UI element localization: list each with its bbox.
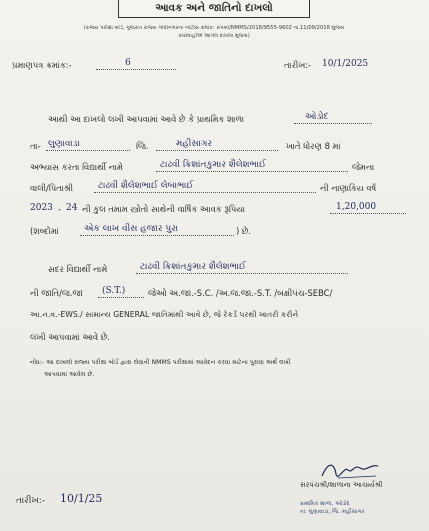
line3-text: અભ્યાસ કરતા વિદ્યાર્થી નામે [30,162,123,172]
income-words-value: એક લાખ વીસ હજાર પુરા [84,224,179,234]
student-name2-value: ટાઢવી ક્રિશાંતકુમાર શૈલેશભાઈ [140,262,246,272]
body-line-1 [0,112,429,126]
year-from-value: 2023 [30,203,53,213]
cert-number-value: 6 [125,58,131,68]
footer-date-label: તારીખ:- [16,496,46,506]
line10-text: લખી આપવામાં આવે છે. [30,332,110,342]
footer-date-value: 10/1/25 [60,492,103,505]
caste-value: (S.T.) [102,286,126,296]
year-to-value: 24 [66,203,78,213]
line5-text: ની કુલ તમામ સ્ત્રોતો સાથેની વાર્ષિક આવક રૂપિયા [82,204,246,214]
words-label: (શબ્દોમાં [30,226,59,236]
circular-reference-2: કાર્યવાહીએ આપેલ દાખલા મુજબ) [178,33,250,39]
line2-end: ખાતે ધોરણ 8 માં [286,141,341,151]
parent-name-value: ટાઢવી શૈલેશભાઈ લેબાભાઈ [98,181,194,191]
cert-number-label: પ્રમાણપત્ર ક્રમાંક:- [12,60,72,70]
note-text-2: આપવામાં આવેલ છે. [44,371,95,378]
body-line-4 [0,181,429,195]
body-line-5: 2023 - 24 ની કુલ તમામ સ્ત્રોતો સાથેની વાર્ષિક આવક રૂપિયા 1,20,000 [0,202,429,216]
stamp-line-2: તા. લુણાવાડા, જિ. મહીસાગર [300,509,365,515]
meta-row [0,58,429,72]
income-value: 1,20,000 [336,202,377,212]
line3-end: જેમના [352,162,375,172]
note-text: નોંધ:- આ દાખલો રાજ્ય પરીક્ષા બોર્ડ દ્વારા લેવાતી NMMS પરીક્ષામાં આવેદન કરવા માટેના પુરાવા અર્થે લખી [30,359,291,366]
body-line-6 [0,224,429,238]
taluka-value: લુણાવાડા [48,139,80,149]
caste-options: જેઓ અ.જા.-S.C. /અ.જ.જા.-S.T. /બક્ષીપંચ-SEBC/ [148,288,333,298]
line4-end: ની નાણાકિય વર્ષ [320,183,377,193]
school-stamp [300,500,420,531]
student-name-value: ટાઢવી ક્રિશાંતકુમાર શૈલેશભાઈ [160,160,266,170]
line7-text: સદર વિદ્યાર્થી નામે [48,264,108,274]
school-value: ઓડોદ [305,112,329,122]
taluka-label: તા- [30,141,41,151]
cert-number-line [96,59,176,70]
date-value: 10/1/2025 [322,59,369,69]
note-line-2 [0,368,429,382]
signatory-title: સરપંચશ્રી/શાળાના આચાર્યશ્રી [300,481,383,489]
body-line-2 [0,139,429,153]
caste-label: ની જાતિ/જ.જા [30,288,83,298]
body-line-10 [0,330,429,344]
signatory-row [0,478,429,492]
line1-text: આથી આ દાખલો લખી આપવામાં આવે છે કે પ્રાથમિક શાળા [48,114,245,124]
body-line-7 [0,262,429,276]
line6-end: ) છે. [236,226,252,236]
line9-text: આ.ન.વ.-EWS./ સામાન્ય GENERAL જાતિમાંથી આવે છે, જે રેકર્ડ પરથી ખાતરી કરીને [30,310,299,319]
body-line-3 [0,160,429,174]
parent-label: વાલી/પિતાશ્રી [30,183,73,193]
body-line-8 [0,286,429,300]
date-label: તારીખ:- [284,60,312,70]
certificate-title: આવક અને જાતિનો દાખલો [118,0,310,18]
district-label: જિ. [136,141,149,151]
district-value: મહીસાગર [176,139,213,149]
stamp-line-1: પ્રાથમિક શાળા, ઓડોદ [300,501,350,507]
circular-reference: (રાજ્ય પરીક્ષા બોર્ડ, ગુજરાત રાજ્ય ગાંધીનગરના નોટીસ ક્રમાંક: રાપબો/NMMS/2018/9555-9602 તા.11/09/2018 મુજબ [83,25,345,31]
body-line-9 [0,308,429,322]
district-line [156,140,278,151]
